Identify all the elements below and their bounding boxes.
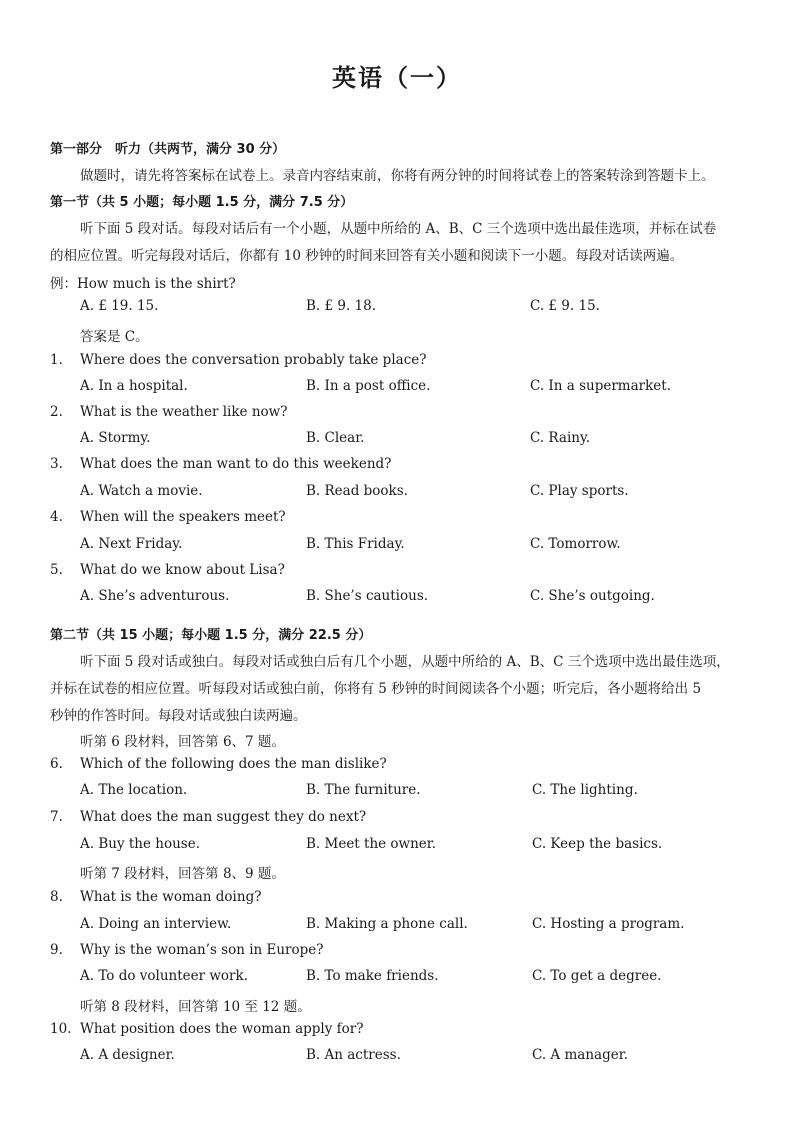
option-c: C. She’s outgoing. — [530, 588, 655, 604]
question-number: 8. — [50, 889, 63, 905]
option-c: C. In a supermarket. — [530, 378, 671, 394]
option-a: A. In a hospital. — [80, 378, 188, 394]
option-b: B. Making a phone call. — [306, 916, 468, 932]
option-a: A. Buy the house. — [80, 836, 200, 852]
question-number: 3. — [50, 456, 63, 472]
question-number: 10. — [50, 1021, 72, 1037]
question-number: 2. — [50, 404, 63, 420]
question-number: 7. — [50, 809, 63, 825]
part1-instruction: 做题时，请先将答案标在试卷上。录音内容结束前，你将有两分钟的时间将试卷上的答案转涂到答题卡上。 — [80, 168, 715, 184]
material-8-note: 听第 8 段材料，回答第 10 至 12 题。 — [80, 999, 311, 1015]
section2-instruction-line2: 并标在试卷的相应位置。听每段对话或独白前，你将有 5 秒钟的时间阅读各个小题；听完后，各小题将给出 5 — [50, 681, 702, 697]
option-a: A. To do volunteer work. — [80, 968, 248, 984]
option-b: B. To make friends. — [306, 968, 439, 984]
question-number: 6. — [50, 756, 63, 772]
section2-instruction-line1: 听下面 5 段对话或独白。每段对话或独白后有几个小题，从题中所给的 A、B、C 三个选项中选出最佳选项， — [80, 654, 730, 670]
material-7-note: 听第 7 段材料，回答第 8、9 题。 — [80, 866, 285, 882]
option-c: C. To get a degree. — [532, 968, 662, 984]
question-number: 1. — [50, 352, 63, 368]
question-text: What do we know about Lisa? — [80, 562, 285, 578]
section1-instruction-line1: 听下面 5 段对话。每段对话后有一个小题，从题中所给的 A、B、C 三个选项中选出最佳选项，并标在试卷 — [80, 221, 717, 237]
option-c: C. Tomorrow. — [530, 536, 621, 552]
option-b: B. This Friday. — [306, 536, 405, 552]
option-b: B. In a post office. — [306, 378, 431, 394]
option-c: C. Play sports. — [530, 483, 629, 499]
option-b: B. Meet the owner. — [306, 836, 437, 852]
option-c: C. Hosting a program. — [532, 916, 685, 932]
question-text: Where does the conversation probably take place? — [80, 352, 427, 368]
section2-instruction-line3: 秒钟的作答时间。每段对话或独白读两遍。 — [50, 708, 307, 724]
page-title: 英语（一） — [332, 64, 462, 92]
option-a: A. The location. — [80, 782, 188, 798]
example-question: 例：How much is the shirt? — [50, 276, 236, 292]
option-b: B. She’s cautious. — [306, 588, 429, 604]
question-text: What is the woman doing? — [80, 889, 262, 905]
option-b: B. The furniture. — [306, 782, 421, 798]
section2-heading: 第二节（共 15 小题；每小题 1.5 分，满分 22.5 分） — [50, 628, 372, 643]
question-text: Which of the following does the man dislike? — [80, 756, 387, 772]
option-c: C. Keep the basics. — [532, 836, 663, 852]
option-a: A. She’s adventurous. — [80, 588, 230, 604]
example-answer: 答案是 C。 — [80, 329, 149, 345]
example-option-c: C. £ 9. 15. — [530, 298, 600, 314]
question-text: When will the speakers meet? — [80, 509, 286, 525]
option-a: A. A designer. — [80, 1047, 175, 1063]
material-6-note: 听第 6 段材料，回答第 6、7 题。 — [80, 734, 285, 750]
option-c: C. A manager. — [532, 1047, 628, 1063]
option-a: A. Watch a movie. — [80, 483, 203, 499]
option-b: B. Read books. — [306, 483, 408, 499]
part1-heading: 第一部分 听力（共两节，满分 30 分） — [50, 142, 286, 157]
option-a: A. Next Friday. — [80, 536, 183, 552]
question-text: What does the man suggest they do next? — [80, 809, 367, 825]
question-text: What is the weather like now? — [80, 404, 288, 420]
example-option-b: B. £ 9. 18. — [306, 298, 377, 314]
question-number: 4. — [50, 509, 63, 525]
option-c: C. The lighting. — [532, 782, 638, 798]
option-b: B. An actress. — [306, 1047, 401, 1063]
question-number: 9. — [50, 942, 63, 958]
option-b: B. Clear. — [306, 430, 365, 446]
question-number: 5. — [50, 562, 63, 578]
question-text: Why is the woman’s son in Europe? — [80, 942, 324, 958]
section1-instruction-line2: 的相应位置。听完每段对话后，你都有 10 秒钟的时间来回答有关小题和阅读下一小题。每段对话读两遍。 — [50, 248, 684, 264]
option-c: C. Rainy. — [530, 430, 591, 446]
option-a: A. Doing an interview. — [80, 916, 232, 932]
section1-heading: 第一节（共 5 小题；每小题 1.5 分，满分 7.5 分） — [50, 195, 354, 210]
question-text: What does the man want to do this weekend? — [80, 456, 392, 472]
example-option-a: A. £ 19. 15. — [80, 298, 159, 314]
option-a: A. Stormy. — [80, 430, 151, 446]
question-text: What position does the woman apply for? — [80, 1021, 364, 1037]
